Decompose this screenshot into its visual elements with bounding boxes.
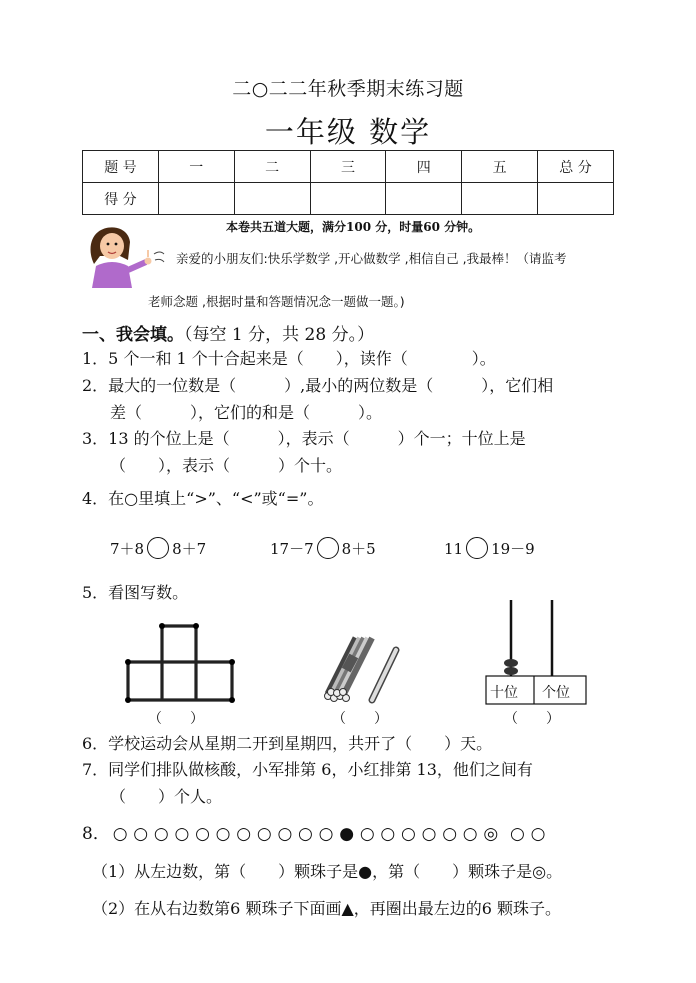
bead: ○	[277, 824, 293, 844]
score-cell: 四	[386, 151, 462, 183]
score-blank[interactable]	[462, 183, 538, 215]
bead: ○	[298, 824, 313, 844]
bead: ○	[530, 824, 546, 844]
bead: ○	[462, 824, 478, 844]
answer-blank-abacus[interactable]: （ ）	[504, 711, 560, 727]
abacus-label-tens: 十位	[490, 685, 518, 701]
bead: ○	[195, 824, 210, 844]
compare-item-2	[270, 537, 376, 559]
question-2: 2．最大的一位数是（ ）,最小的两位数是（ ），它们相	[82, 376, 554, 395]
question-6: 6．学校运动会从星期二开到星期四，共开了（ ）天。	[82, 734, 493, 753]
question-8-label: 8．	[82, 824, 110, 844]
exam-title-year: 二○二二年秋季期末练习题	[232, 78, 464, 100]
exam-title-subject: 一年级 数学	[264, 115, 432, 149]
bead-row	[110, 824, 548, 844]
question-1: 1．5 个一和 1 个十合起来是（ ），读作（ ）。	[82, 349, 496, 368]
question-3: 3．13 的个位上是（ ），表示（ ）个一；十位上是	[82, 429, 526, 448]
question-4: 4．在○里填上“>”、“<”或“=”。	[82, 489, 324, 508]
question-5: 5．看图写数。	[82, 583, 189, 602]
score-cell: 二	[234, 151, 310, 183]
girl-teacher-icon	[84, 226, 170, 288]
bead: ●	[339, 824, 355, 844]
score-blank[interactable]	[234, 183, 310, 215]
bead: ○	[133, 824, 149, 844]
score-cell: 三	[310, 151, 386, 183]
compare-circle-blank[interactable]	[147, 537, 169, 559]
abacus-label-ones: 个位	[542, 685, 570, 701]
greeting-line-2: 老师念题 ,根据时量和答题情况念一题做一题。)	[148, 294, 405, 309]
stick-bundle-figure	[318, 632, 404, 706]
compare-right: 8＋5	[341, 540, 376, 558]
question-8-beads	[82, 819, 548, 844]
score-cell: 五	[462, 151, 538, 183]
compare-right: 19－9	[491, 540, 535, 558]
bead: ○	[153, 824, 169, 844]
question-8-sub1: （1）从左边数，第（ ）颗珠子是●，第（ ）颗珠子是◎。	[92, 862, 563, 881]
score-table	[82, 150, 614, 215]
bead: ○	[215, 824, 231, 844]
question-2-cont: 差（ ），它们的和是（ ）。	[110, 403, 383, 422]
bead: ○	[401, 824, 416, 844]
score-blank[interactable]	[386, 183, 462, 215]
score-blank[interactable]	[310, 183, 386, 215]
bead: ○	[380, 824, 396, 844]
compare-left: 7＋8	[110, 540, 145, 558]
score-table-score-row	[83, 183, 614, 215]
compare-item-3	[444, 537, 535, 559]
score-cell: 得 分	[83, 183, 159, 215]
score-cell: 总 分	[538, 151, 614, 183]
bead: ○	[509, 824, 525, 844]
section-title: 一、我会填。	[82, 325, 184, 345]
matchstick-figure	[124, 622, 236, 704]
bead: ○	[359, 824, 375, 844]
bead: ◎	[483, 824, 499, 844]
bead: ○	[112, 824, 128, 844]
score-cell: 一	[158, 151, 234, 183]
question-7: 7．同学们排队做核酸，小军排第 6，小红排第 13，他们之间有	[82, 760, 533, 779]
section-score-note: （每空 1 分，共 28 分。）	[184, 325, 375, 345]
question-8-sub2: （2）在从右边数第6 颗珠子下面画▲，再圈出最左边的6 颗珠子。	[92, 899, 562, 918]
answer-blank-sticks[interactable]: （ ）	[332, 711, 388, 727]
bead: ○	[442, 824, 458, 844]
bead: ○	[318, 824, 334, 844]
score-blank[interactable]	[538, 183, 614, 215]
question-3-cont: （ ），表示（ ）个十。	[110, 456, 343, 475]
compare-left: 11	[444, 540, 464, 558]
exam-info: 本卷共五道大题，满分100 分，时量60 分钟。	[226, 220, 481, 234]
greeting-line-1: 亲爱的小朋友们:快乐学数学 ,开心做数学 ,相信自己 ,我最棒！（请监考	[176, 251, 567, 266]
score-cell: 题 号	[83, 151, 159, 183]
compare-item-1	[110, 537, 206, 559]
score-table-header-row	[83, 151, 614, 183]
section-heading	[82, 320, 374, 345]
score-blank[interactable]	[158, 183, 234, 215]
question-7-cont: （ ）个人。	[110, 787, 223, 806]
bead: ○	[174, 824, 190, 844]
answer-blank-matchsticks[interactable]: （ ）	[148, 711, 204, 727]
compare-circle-blank[interactable]	[317, 537, 339, 559]
bead: ○	[256, 824, 272, 844]
compare-circle-blank[interactable]	[466, 537, 488, 559]
compare-left: 17－7	[270, 540, 314, 558]
bead: ○	[236, 824, 252, 844]
compare-right: 8＋7	[172, 540, 207, 558]
bead: ○	[421, 824, 437, 844]
